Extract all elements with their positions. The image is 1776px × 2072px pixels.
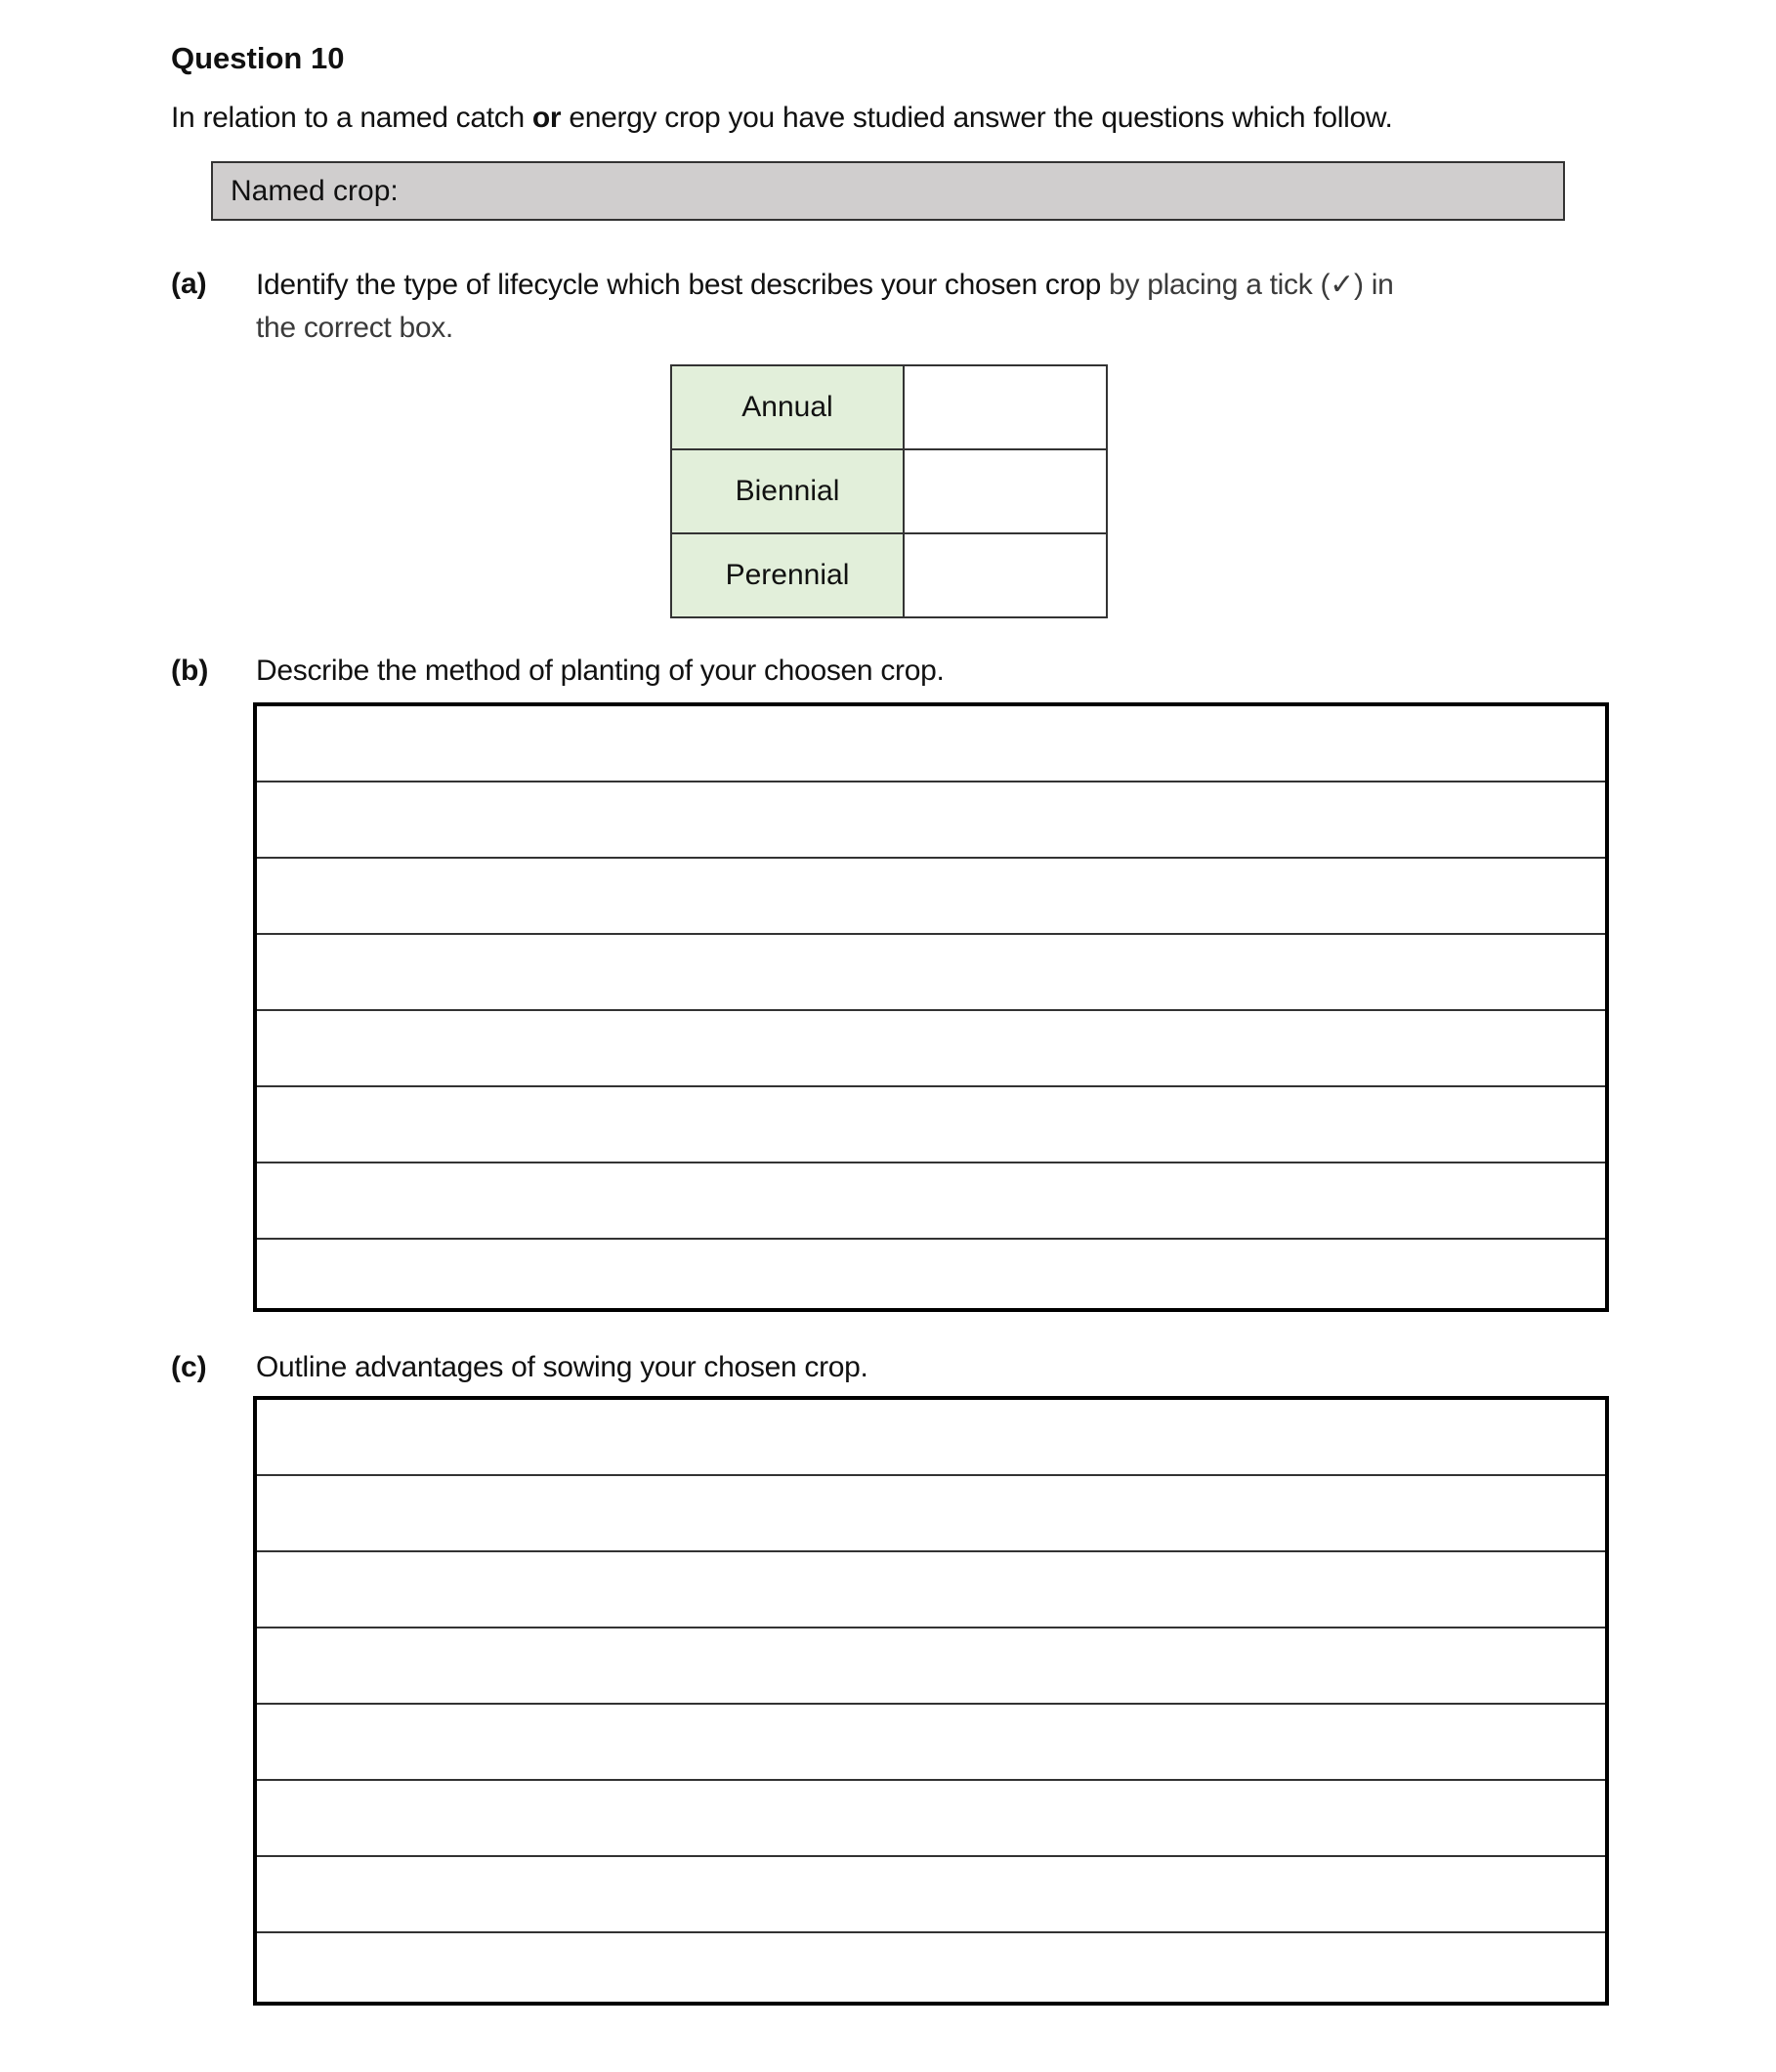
lifecycle-row-biennial [671,449,1107,533]
part-a-question-line2: the correct box. [256,312,453,344]
part-a-label: (a) [171,268,207,300]
answer-line[interactable] [257,935,1605,1011]
answer-line[interactable] [257,1781,1605,1857]
intro-text-bold: or [531,102,562,134]
tick-box-perennial[interactable] [904,533,1107,617]
answer-line[interactable] [257,1240,1605,1316]
part-c-answer-box[interactable] [253,1396,1609,2006]
answer-line[interactable] [257,1476,1605,1552]
tick-box-annual[interactable] [904,365,1107,449]
named-crop-field[interactable] [211,161,1565,221]
answer-line[interactable] [257,1705,1605,1781]
answer-line[interactable] [257,706,1605,782]
option-annual-label: Annual [671,365,904,449]
lifecycle-table [670,364,1108,618]
part-b-answer-box[interactable] [253,702,1609,1312]
named-crop-label: Named crop: [231,175,399,207]
option-biennial-label: Biennial [671,449,904,533]
option-perennial-label: Perennial [671,533,904,617]
answer-line[interactable] [257,1857,1605,1933]
answer-line[interactable] [257,1552,1605,1628]
answer-line[interactable] [257,1933,1605,2009]
tick-box-biennial[interactable] [904,449,1107,533]
question-intro [171,102,1393,135]
lifecycle-row-perennial [671,533,1107,617]
intro-text-before: In relation to a named catch [171,102,532,134]
part-a-text-main: Identify the type of lifecycle which best describes your chosen crop [256,269,1110,301]
part-a-question-line1 [256,268,1393,302]
question-title: Question 10 [171,41,345,75]
answer-line[interactable] [257,782,1605,859]
lifecycle-row-annual [671,365,1107,449]
answer-line[interactable] [257,1400,1605,1476]
answer-line[interactable] [257,1163,1605,1240]
intro-text-after: energy crop you have studied answer the questions which follow. [561,102,1393,134]
answer-line[interactable] [257,1628,1605,1705]
answer-line[interactable] [257,859,1605,935]
part-a-text-tick: by placing a tick (✓) in [1109,269,1394,301]
answer-line[interactable] [257,1087,1605,1163]
part-c-question: Outline advantages of sowing your chosen crop. [256,1351,868,1383]
part-c-label: (c) [171,1351,207,1383]
answer-line[interactable] [257,1011,1605,1087]
part-b-question: Describe the method of planting of your choosen crop. [256,655,945,687]
part-b-label: (b) [171,655,209,687]
